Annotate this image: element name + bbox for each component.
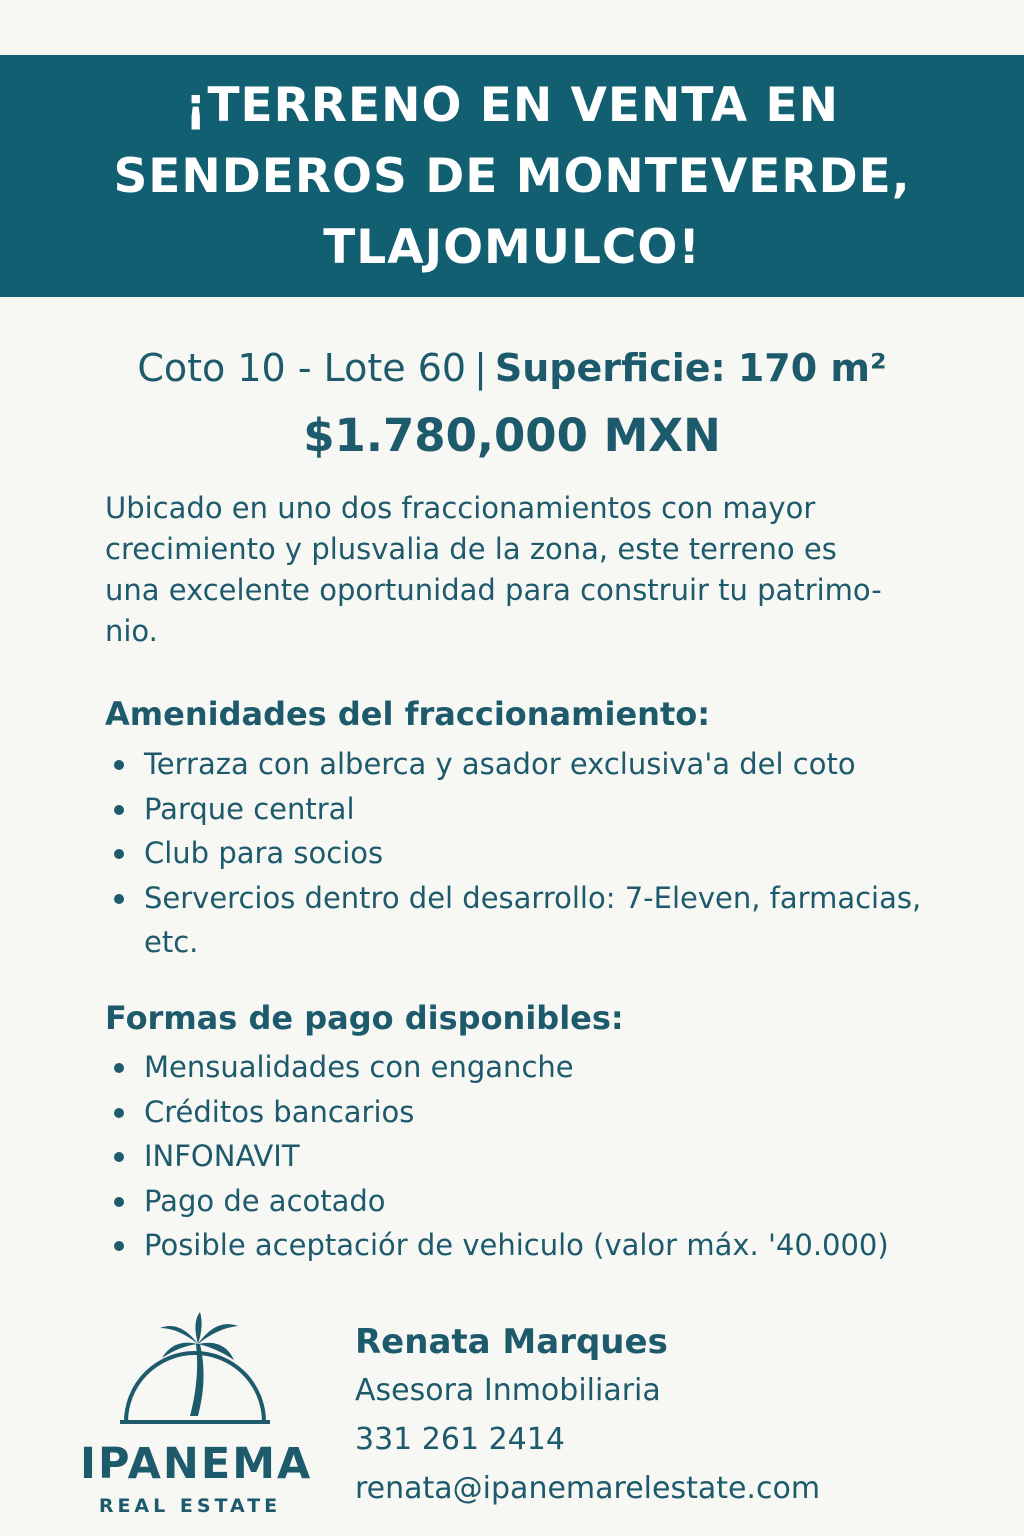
surface-value: 170 m² [737,346,887,390]
palm-tree-icon [120,1298,270,1428]
list-item: Terraza con alberca y asador exclusiva'a del coto [110,742,990,787]
amenities-list [110,742,990,965]
lot-separator: | [474,346,487,390]
payments-title: Formas de pago disponibles: [105,999,624,1037]
page-title: ¡TERRENO EN VENTA EN SENDEROS DE MONTEVERDE, TLAJOMULCO! [113,77,911,275]
list-item: Mensualidades con enganche [110,1045,990,1090]
brand-subtitle: REAL ESTATE [98,1495,282,1517]
list-item: Créditos bancarios [110,1090,990,1135]
brand-logo [80,1298,320,1528]
contact-card [355,1318,995,1513]
list-item: INFONAVIT [110,1134,990,1179]
amenities-title: Amenidades del fraccionamiento: [105,695,711,733]
agent-role: Asesora Inmobiliaria [355,1373,661,1408]
brand-name: IPANEMA [80,1439,313,1489]
surface-label: Superficie: [494,346,726,390]
list-item: Pago de acotado [110,1179,990,1224]
agent-name: Renata Marques [355,1322,668,1362]
list-item: Servercios dentro del desarrollo: 7-Eleven, farmacias, etc. [110,876,990,965]
header-banner [0,55,1024,297]
agent-email[interactable]: renata@ipanemarelestate.com [355,1471,821,1506]
price: $1.780,000 MXN [303,409,721,462]
list-item: Posible aceptaciór de vehiculo (valor máx. '40.000) [110,1223,990,1268]
list-item: Club para socios [110,831,990,876]
agent-phone[interactable]: 331 261 2414 [355,1422,565,1457]
lot-location: Coto 10 - Lote 60 [137,346,467,390]
description: Ubicado en uno dos fraccionamientos con mayor crecimiento y plusvalia de la zona, este terreno es una excelente oportunidad para construir tu patrimo- nio. [105,491,882,648]
list-item: Parque central [110,787,990,832]
lot-info [0,340,1024,396]
payments-list [110,1045,990,1268]
